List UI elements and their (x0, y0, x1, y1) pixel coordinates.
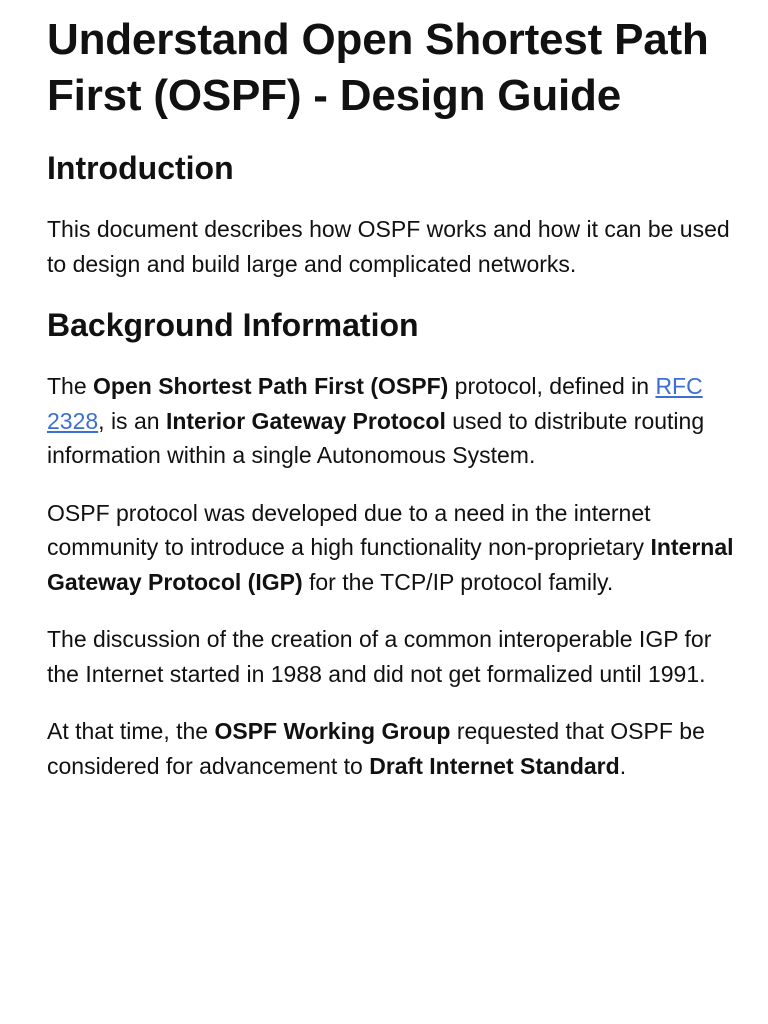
page-title: Understand Open Shortest Path First (OSPF) - Design Guide (47, 15, 709, 120)
text-segment: used to distribute routing information within a single Autonomous System. (47, 407, 705, 468)
background-paragraph-3: The discussion of the creation of a common interoperable IGP for the Internet started in 1988 and did not get formalized until 1991. (47, 626, 712, 687)
text-segment: for the TCP/IP protocol family. (302, 568, 614, 595)
introduction-heading: Introduction (47, 150, 234, 186)
background-paragraph-1 (47, 369, 738, 473)
bold-term-igp: Internal Gateway Protocol (IGP) (47, 534, 734, 595)
bold-term-ospf-working-group: OSPF Working Group (214, 718, 451, 744)
text-segment: The (47, 373, 94, 399)
text-segment: , is an (98, 407, 166, 434)
bold-term-draft-internet-standard: Draft Internet Standard (369, 752, 620, 779)
text-segment: . (619, 752, 627, 779)
bold-term-ospf: Open Shortest Path First (OSPF) (93, 373, 449, 399)
background-paragraph-4 (47, 714, 738, 783)
bold-term-interior-gateway-protocol: Interior Gateway Protocol (165, 407, 446, 434)
background-heading: Background Information (47, 307, 419, 343)
text-segment: requested that OSPF be considered for advancement to (47, 718, 705, 779)
text-segment: OSPF protocol was developed due to a need in the internet community to introduce a high functionality non-proprietary (47, 499, 651, 560)
background-paragraph-2 (47, 496, 738, 600)
rfc-2328-link[interactable]: RFC 2328 (47, 373, 703, 434)
text-segment: At that time, the (47, 718, 215, 744)
introduction-paragraph: This document describes how OSPF works and how it can be used to design and build large and complicated networks. (47, 216, 730, 277)
text-segment: protocol, defined in (448, 373, 656, 399)
